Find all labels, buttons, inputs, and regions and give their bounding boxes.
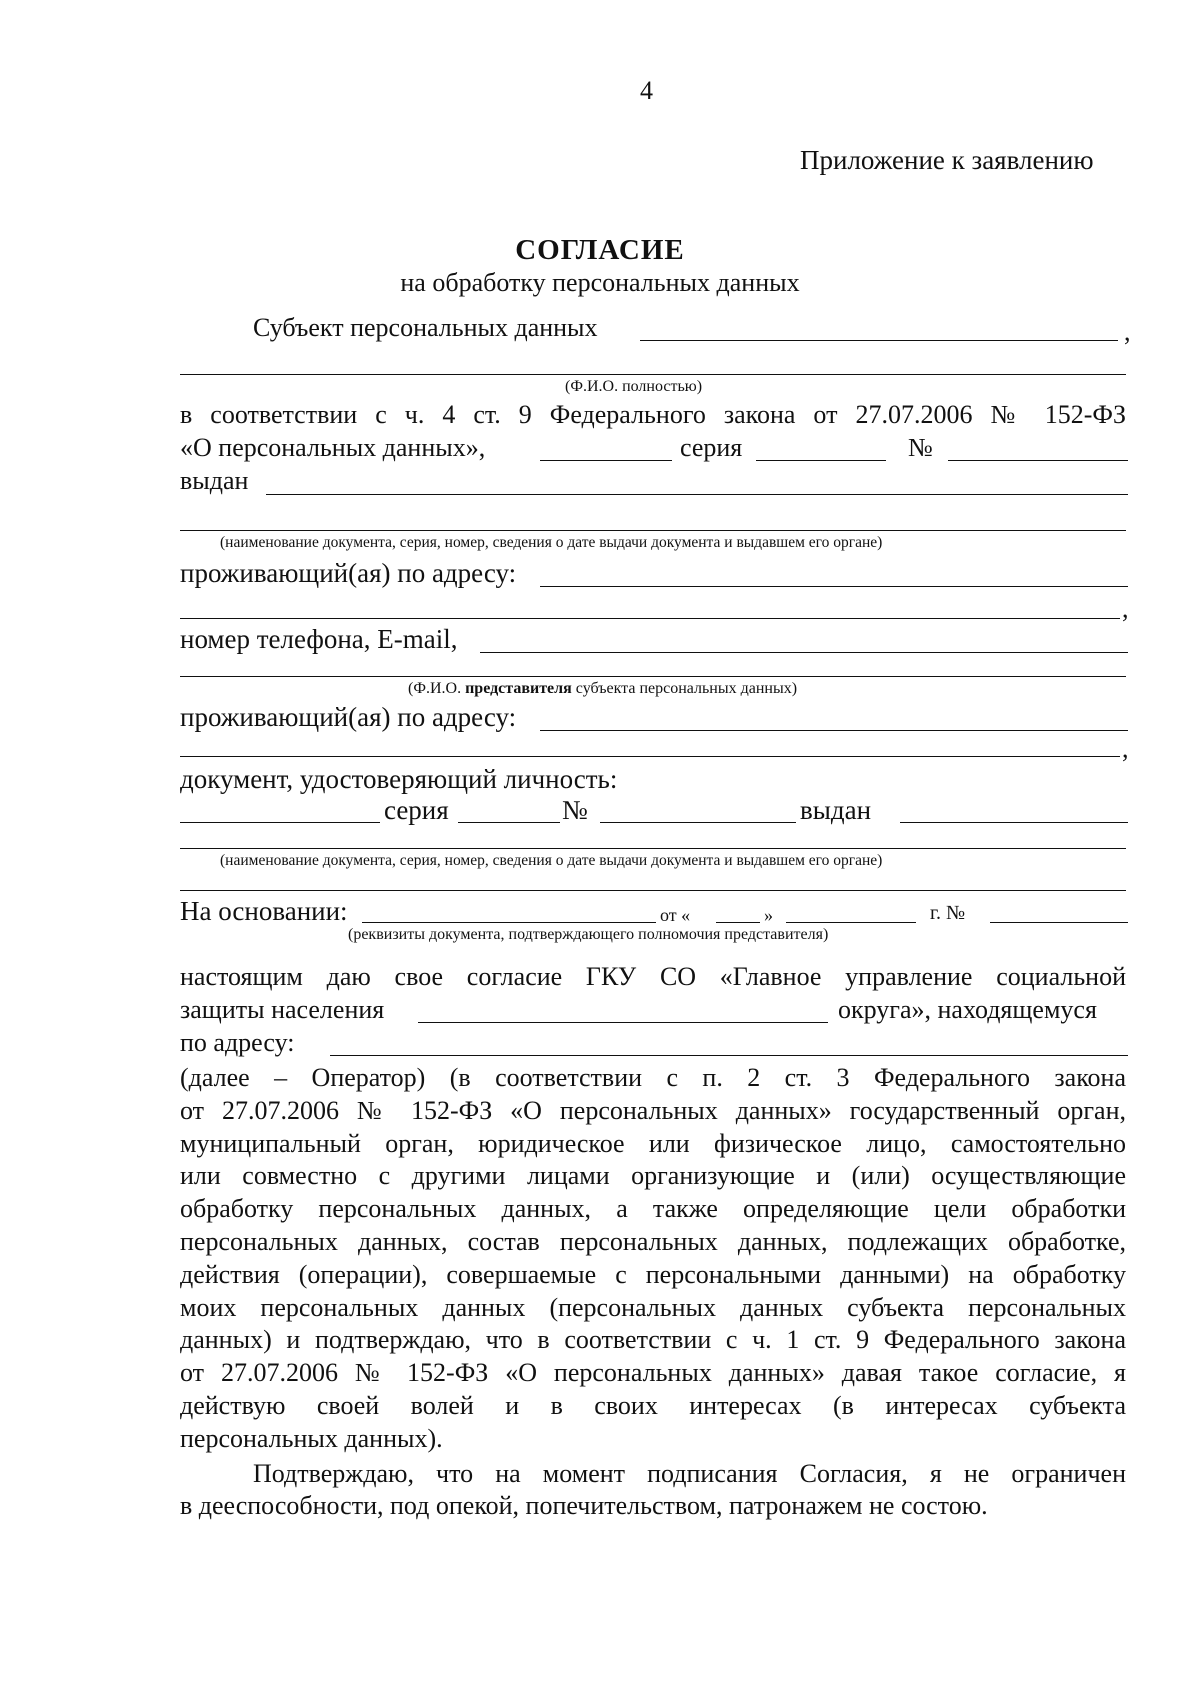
subject-label: Субъект персональных данных xyxy=(253,313,598,342)
rep-series-label: серия xyxy=(384,795,449,825)
consent-line-3-prefix: по адресу: xyxy=(180,1028,295,1057)
law-name: «О персональных данных», xyxy=(180,433,486,462)
appendix-label: Приложение к заявлению xyxy=(800,145,1094,175)
paragraph-line: муниципальный орган, юридическое или физическое лицо, самостоятельно xyxy=(180,1128,1126,1158)
issued-field-2[interactable] xyxy=(180,530,1126,531)
page-number: 4 xyxy=(640,76,653,105)
representative-fio-caption xyxy=(408,680,797,698)
address-field[interactable] xyxy=(540,586,1128,587)
paragraph-last-line: персональных данных). xyxy=(180,1423,443,1453)
basis-label: На основании: xyxy=(180,896,348,926)
year-label: г. № xyxy=(930,902,966,924)
document-title: СОГЛАСИЕ xyxy=(515,234,685,266)
number-label: № xyxy=(908,433,933,462)
address-field-2[interactable] xyxy=(180,618,1120,619)
confirm-line-2: в дееспособности, под опекой, попечительством, патронажем не состою. xyxy=(180,1491,988,1520)
from-label: от « xyxy=(660,905,691,925)
series-field[interactable] xyxy=(756,460,886,461)
doc-type-field[interactable] xyxy=(540,460,672,461)
paragraph-line: обработку персональных данных, а также определяющие цели обработки xyxy=(180,1194,1126,1224)
rep-caption-bold: представителя xyxy=(465,680,572,697)
number-field[interactable] xyxy=(948,460,1128,461)
paragraph-line: от 27.07.2006 № 152-ФЗ «О персональных данных» давая такое согласие, я xyxy=(180,1358,1126,1388)
consent-paragraph xyxy=(180,1062,1126,1456)
operator-address-field[interactable] xyxy=(330,1055,1128,1056)
basis-day-field[interactable] xyxy=(716,922,760,923)
phone-label: номер телефона, E-mail, xyxy=(180,624,458,654)
department-field[interactable] xyxy=(418,1022,828,1023)
paragraph-line: действия (операции), совершаемые с персональными данными) на обработку xyxy=(180,1259,1126,1289)
rep-issued-field-2[interactable] xyxy=(180,848,1126,849)
rep-caption-suffix: субъекта персональных данных) xyxy=(575,680,798,697)
doc-caption: (наименование документа, серия, номер, сведения о дате выдачи документа и выдавшем его органе) xyxy=(220,534,883,551)
consent-line-2-suffix: округа», находящемуся xyxy=(838,995,1097,1024)
quote-close: » xyxy=(764,905,773,925)
rep-series-field[interactable] xyxy=(458,822,560,823)
paragraph-line: моих персональных данных (персональных данных субъекта персональных xyxy=(180,1292,1126,1322)
rep-address-field[interactable] xyxy=(540,730,1128,731)
address-comma: , xyxy=(1122,594,1129,623)
representative-name-field[interactable] xyxy=(180,676,1126,677)
subject-name-field[interactable] xyxy=(640,340,1118,341)
basis-number-field[interactable] xyxy=(990,922,1128,923)
issued-field[interactable] xyxy=(266,494,1128,495)
paragraph-line: от 27.07.2006 № 152-ФЗ «О персональных данных» государственный орган, xyxy=(180,1095,1126,1125)
paragraph-line: персональных данных, состав персональных данных, подлежащих обработке, xyxy=(180,1226,1126,1256)
paragraph-line: действую своей волей и в своих интересах (в интересах субъекта xyxy=(180,1390,1126,1420)
consent-line-2-prefix: защиты населения xyxy=(180,995,385,1024)
issued-label: выдан xyxy=(180,466,249,495)
address-label: проживающий(ая) по адресу: xyxy=(180,558,517,588)
document-subtitle: на обработку персональных данных xyxy=(400,268,800,297)
rep-address-field-2[interactable] xyxy=(180,756,1120,757)
rep-address-label: проживающий(ая) по адресу: xyxy=(180,702,517,732)
rep-doc-caption: (наименование документа, серия, номер, сведения о дате выдачи документа и выдавшем его органе) xyxy=(220,852,883,869)
consent-line-1: настоящим даю свое согласие ГКУ СО «Главное управление социальной xyxy=(180,962,1126,991)
rep-address-comma: , xyxy=(1122,734,1129,763)
paragraph-line: (далее – Оператор) (в соответствии с п. 2 ст. 3 Федерального закона xyxy=(180,1063,1126,1092)
rep-issued-label: выдан xyxy=(800,795,872,825)
confirm-line-1: Подтверждаю, что на момент подписания Согласия, я не ограничен xyxy=(253,1459,1126,1488)
paragraph-line: данных) и подтверждаю, что в соответствии с ч. 1 ст. 9 Федерального закона xyxy=(180,1325,1126,1355)
paragraph-line: или совместно с другими лицами организующие и (или) осуществляющие xyxy=(180,1161,1126,1191)
law-line: в соответствии с ч. 4 ст. 9 Федерального закона от 27.07.2006 № 152-ФЗ xyxy=(180,400,1126,429)
rep-doc-type-field[interactable] xyxy=(180,822,380,823)
phone-field[interactable] xyxy=(480,652,1128,653)
series-label: серия xyxy=(680,433,743,462)
rep-number-label: № xyxy=(562,795,588,825)
rep-caption-prefix: (Ф.И.О. xyxy=(408,680,462,697)
subject-comma: , xyxy=(1124,317,1131,346)
basis-month-field[interactable] xyxy=(786,922,916,923)
basis-caption: (реквизиты документа, подтверждающего полномочия представителя) xyxy=(348,926,829,943)
basis-field[interactable] xyxy=(362,922,656,923)
rep-number-field[interactable] xyxy=(600,822,796,823)
rep-doc-label: документ, удостоверяющий личность: xyxy=(180,764,618,794)
rep-doc-extra-field[interactable] xyxy=(180,890,1126,891)
subject-name-field-2[interactable] xyxy=(180,374,1126,375)
rep-issued-field[interactable] xyxy=(900,822,1128,823)
fio-caption: (Ф.И.О. полностью) xyxy=(565,378,703,395)
